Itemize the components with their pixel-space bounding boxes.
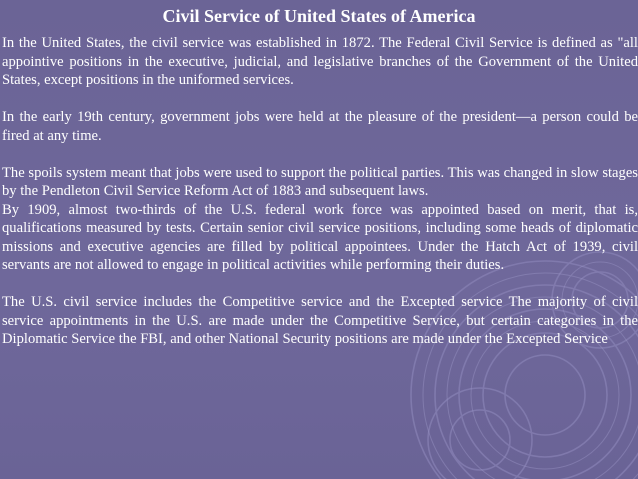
paragraph-competitive-service: The U.S. civil service includes the Competitive service and the Excepted service The majority of civil service appointments in the U.S. are made under the Competitive Service, but certain categories in the Diplomatic Service the FBI, and other National Security positions are made under the Excepted Service	[2, 294, 638, 347]
paragraph-gap	[0, 145, 638, 164]
slide-title: Civil Service of United States of America	[162, 6, 476, 26]
paragraph-gap	[0, 90, 638, 109]
paragraph-spoils-system: The spoils system meant that jobs were used to support the political parties. This was changed in slow stages by the Pendleton Civil Service Reform Act of 1883 and subsequent laws.	[2, 164, 638, 199]
paragraph-establishment: In the United States, the civil service was established in 1872. The Federal Civil Service is defined as "all appointive positions in the executive, judicial, and legislative branches of the Government of the United States, except positions in the uniformed services.	[2, 35, 638, 88]
slide-body	[0, 34, 638, 349]
paragraph-merit-1909: By 1909, almost two-thirds of the U.S. federal work force was appointed based on merit, that is, qualifications measured by tests. Certain senior civil service positions, including some heads of diplomatic missions and executive agencies are filled by political appointees. Under the Hatch Act of 1939, civil servants are not allowed to engage in political activities while performing their duties.	[2, 201, 638, 273]
paragraph-gap	[0, 275, 638, 294]
paragraph-19th-century: In the early 19th century, government jobs were held at the pleasure of the president—a person could be fired at any time.	[2, 109, 638, 144]
